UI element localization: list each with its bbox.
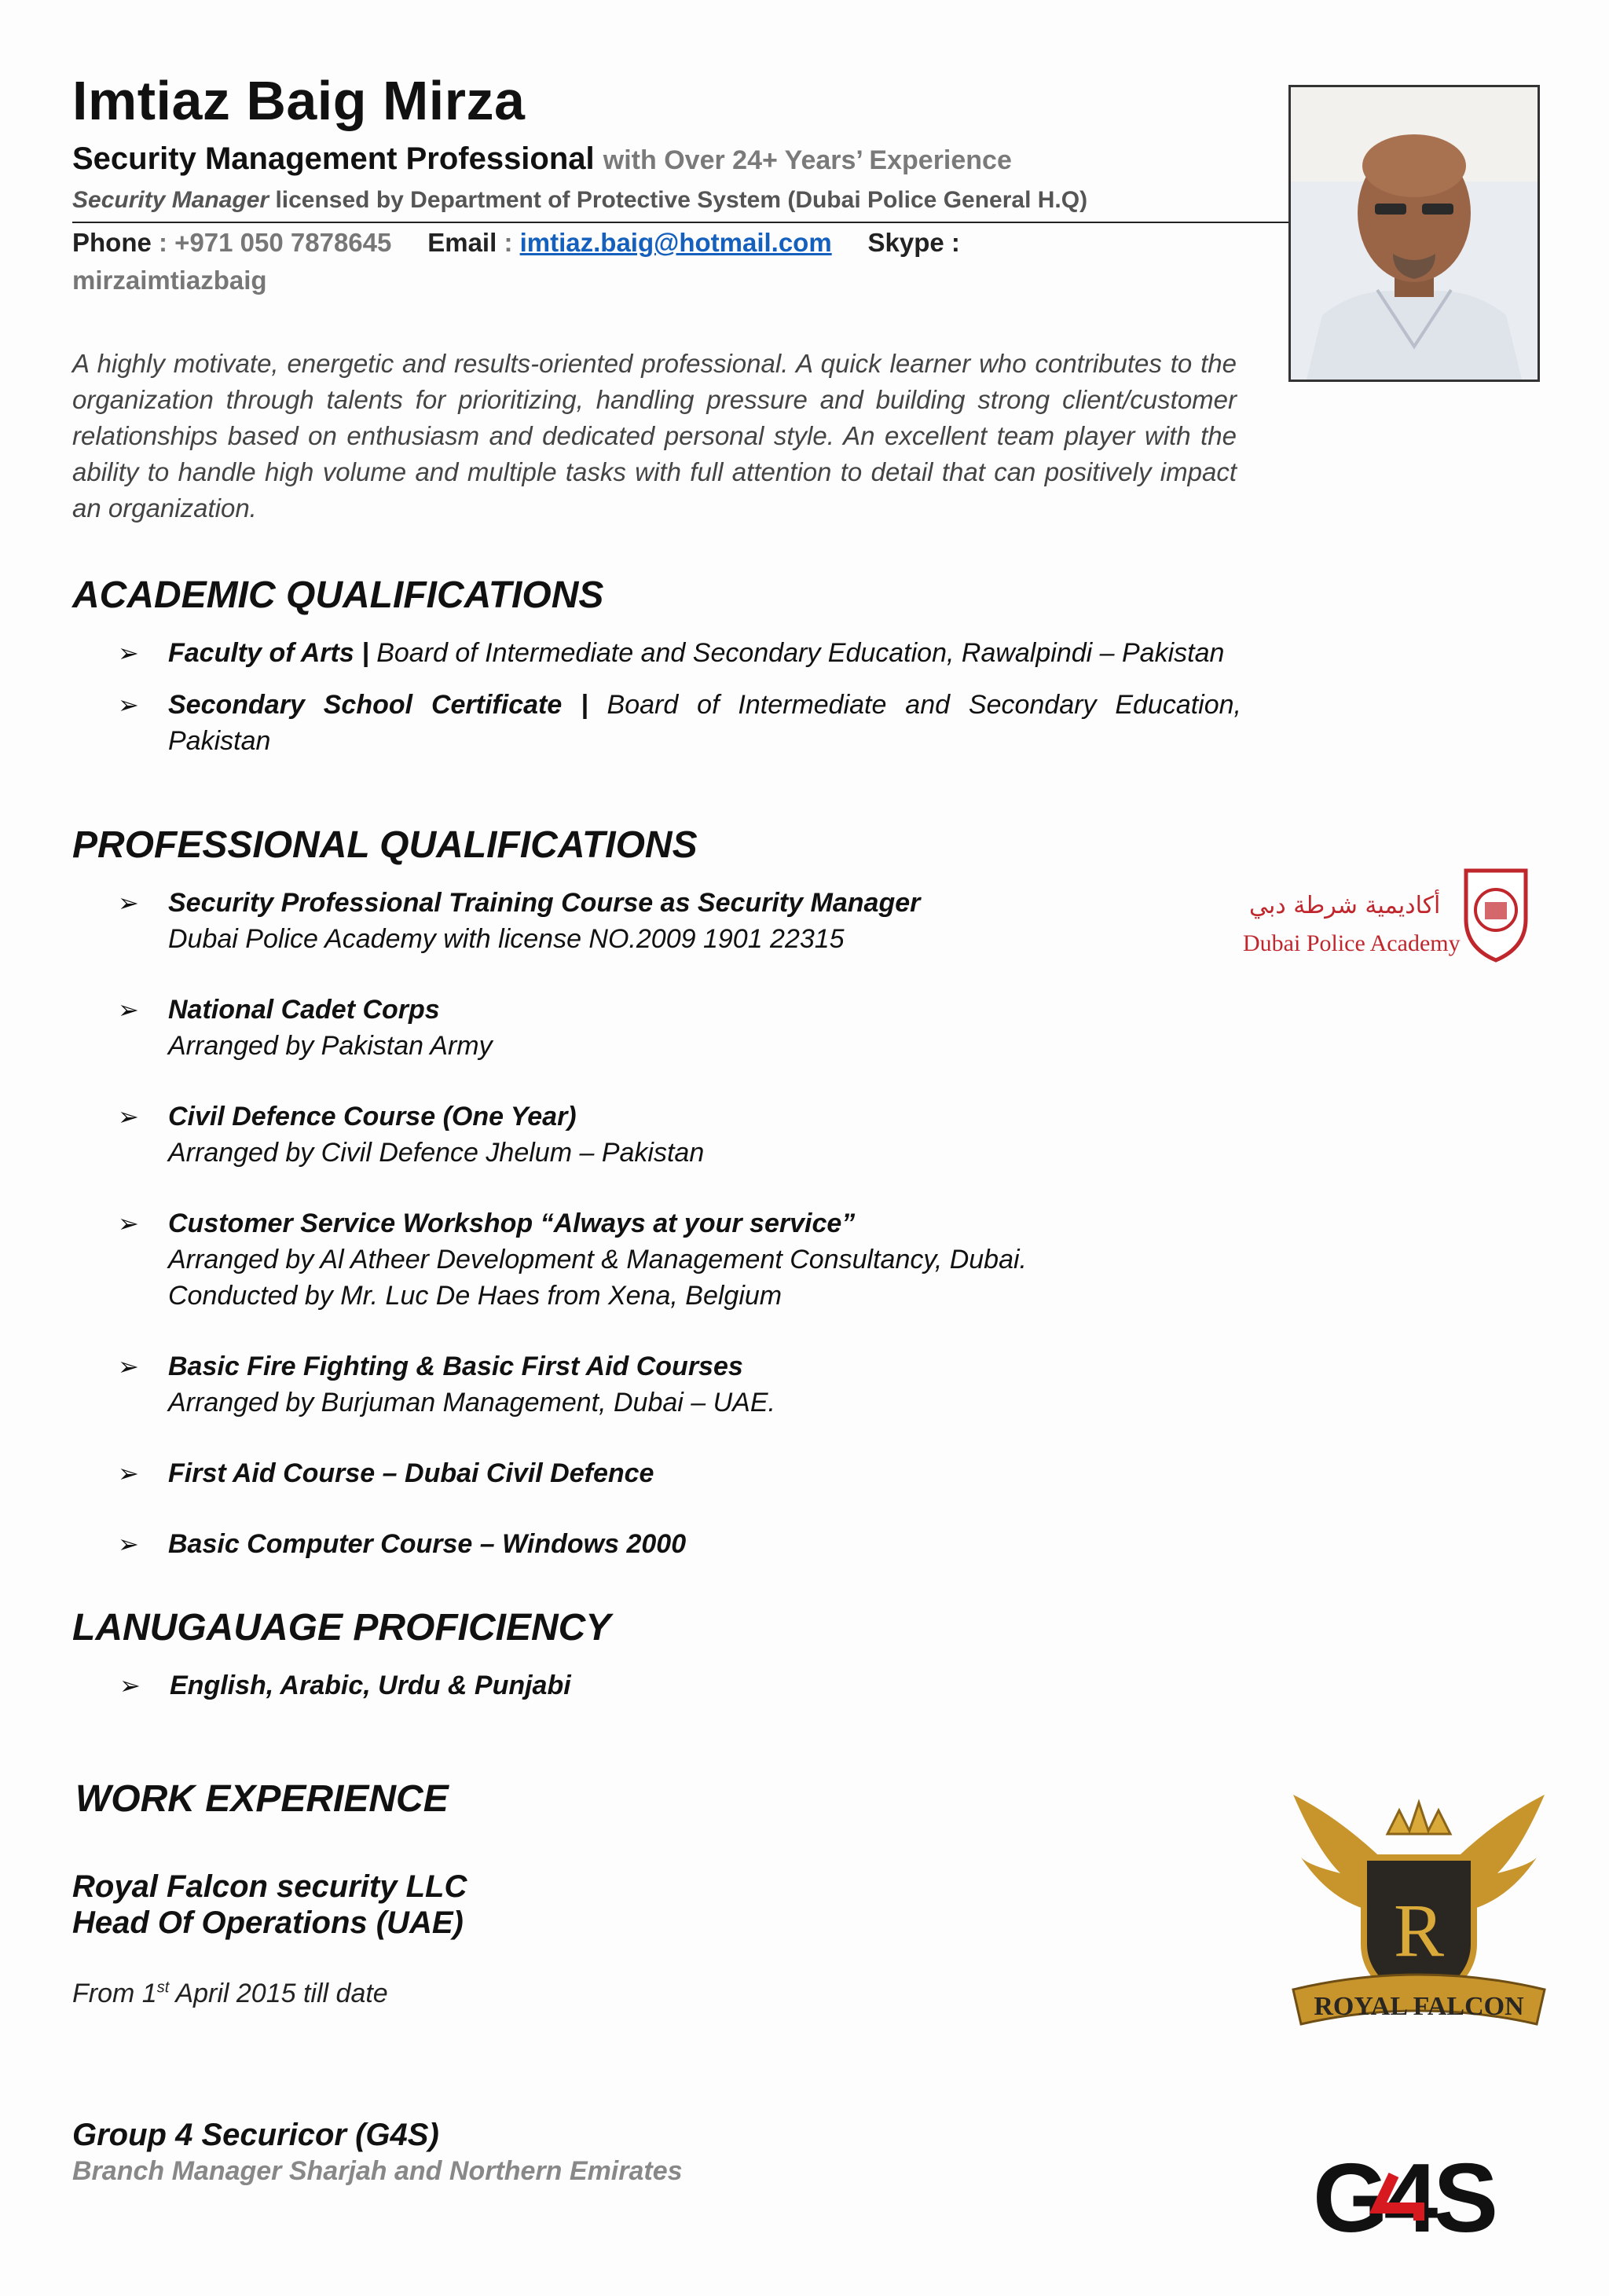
arrow-bullet-icon: ➢ [118,639,139,667]
language-list [119,1667,1243,1704]
date-suffix: April 2015 till date [169,1979,388,2008]
course-detail: Arranged by Al Atheer Development & Management Consultancy, Dubai. [168,1245,1027,1275]
arrow-bullet-icon: ➢ [118,1530,139,1558]
course-detail: Arranged by Pakistan Army [168,1031,493,1061]
work-heading: WORK EXPERIENCE [75,1778,449,1820]
professional-heading: PROFESSIONAL QUALIFICATIONS [72,824,698,866]
email-link[interactable]: imtiaz.baig@hotmail.com [519,228,832,257]
experience-text: with Over 24+ Years’ Experience [603,145,1012,175]
list-item [118,1455,1241,1491]
candidate-name: Imtiaz Baig Mirza [72,70,526,131]
arrow-bullet-icon: ➢ [118,1459,139,1487]
language-heading: LANUGAUAGE PROFICIENCY [72,1607,611,1649]
academy-arabic-text: أكاديمية شرطة دبي [1249,892,1441,919]
header-divider [72,222,1298,223]
academic-heading: ACADEMIC QUALIFICATIONS [72,574,604,616]
job-role: Branch Manager Sharjah and Northern Emirates [72,2156,683,2186]
portrait-image [1291,87,1538,380]
profile-photo [1288,85,1540,382]
phone-value: : +971 050 7878645 [159,228,392,257]
arrow-bullet-icon: ➢ [118,996,139,1024]
list-item [118,1526,1241,1562]
list-item [118,885,1241,957]
list-item [119,1667,1243,1704]
course-title: First Aid Course – Dubai Civil Defence [168,1458,654,1488]
course-title: Basic Computer Course – Windows 2000 [168,1529,687,1559]
title-text: Security Management Professional [72,141,595,176]
course-detail: Conducted by Mr. Luc De Haes from Xena, Belgium [168,1281,783,1311]
course-title: Civil Defence Course (One Year) [168,1102,577,1131]
skype-value: mirzaimtiazbaig [72,266,267,295]
g4s-logo [1301,2144,1505,2246]
academic-list [118,635,1241,759]
job-role: Head Of Operations (UAE) [72,1905,464,1940]
email-label: Email [427,228,497,257]
skype-label: Skype : [867,228,960,257]
g4s-text: G4S [1312,2144,1494,2246]
course-title: National Cadet Corps [168,995,440,1025]
list-item [118,635,1241,671]
company-name: Group 4 Securicor (G4S) [72,2118,439,2152]
arrow-bullet-icon: ➢ [118,691,139,719]
date-ordinal: st [156,1979,170,1997]
professional-list [118,885,1241,1562]
list-item [118,687,1241,759]
list-item [118,1098,1241,1171]
course-detail: Dubai Police Academy with license NO.2009 1901 22315 [168,924,845,954]
qualification-detail: Board of Intermediate and Secondary Education, Pakistan [168,690,1242,756]
course-detail: Arranged by Civil Defence Jhelum – Pakistan [168,1138,705,1168]
profile-summary: A highly motivate, energetic and results-oriented professional. A quick learner who contributes to the organization through talents for prioritizing, handling pressure and building strong client/customer relationships based on enthusiasm and dedicated personal style. An excellent team player with the ability to handle high volume and multiple tasks with full attention to detail that can positively impact an organization. [72,349,1237,523]
license-text: licensed by Department of Protective System (Dubai Police General H.Q) [275,187,1088,213]
company-name: Royal Falcon security LLC [72,1869,467,1904]
job-dates [72,1979,388,2009]
royal-falcon-letter: R [1393,1888,1445,1972]
qualification-detail: Board of Intermediate and Secondary Education, Rawalpindi – Pakistan [376,638,1225,668]
arrow-bullet-icon: ➢ [118,1352,139,1381]
email-separator: : [504,228,513,257]
course-title: Customer Service Workshop “Always at your service” [168,1209,856,1238]
course-detail: Arranged by Burjuman Management, Dubai – UAE. [168,1388,775,1418]
list-item [118,1348,1241,1421]
arrow-bullet-icon: ➢ [118,889,139,917]
qualification-title: Faculty of Arts | [168,638,369,668]
arrow-bullet-icon: ➢ [118,1102,139,1131]
royal-falcon-logo [1285,1779,1552,2046]
license-role: Security Manager [72,187,269,213]
phone-label: Phone [72,228,152,257]
contact-line [72,228,960,258]
royal-falcon-banner: ROYAL FALCON [1314,1992,1524,2021]
list-item [118,1205,1241,1314]
list-item [118,992,1241,1064]
date-prefix: From 1 [72,1979,157,2008]
languages-text: English, Arabic, Urdu & Punjabi [170,1671,571,1700]
arrow-bullet-icon: ➢ [119,1671,141,1700]
academy-english-text: Dubai Police Academy [1243,930,1461,956]
qualification-title: Secondary School Certificate | [168,690,588,720]
arrow-bullet-icon: ➢ [118,1209,139,1238]
professional-title [72,141,1012,177]
course-title: Security Professional Training Course as Security Manager [168,888,921,918]
license-line [72,187,1087,214]
course-title: Basic Fire Fighting & Basic First Aid Courses [168,1352,743,1381]
dubai-police-academy-logo [1241,863,1532,965]
